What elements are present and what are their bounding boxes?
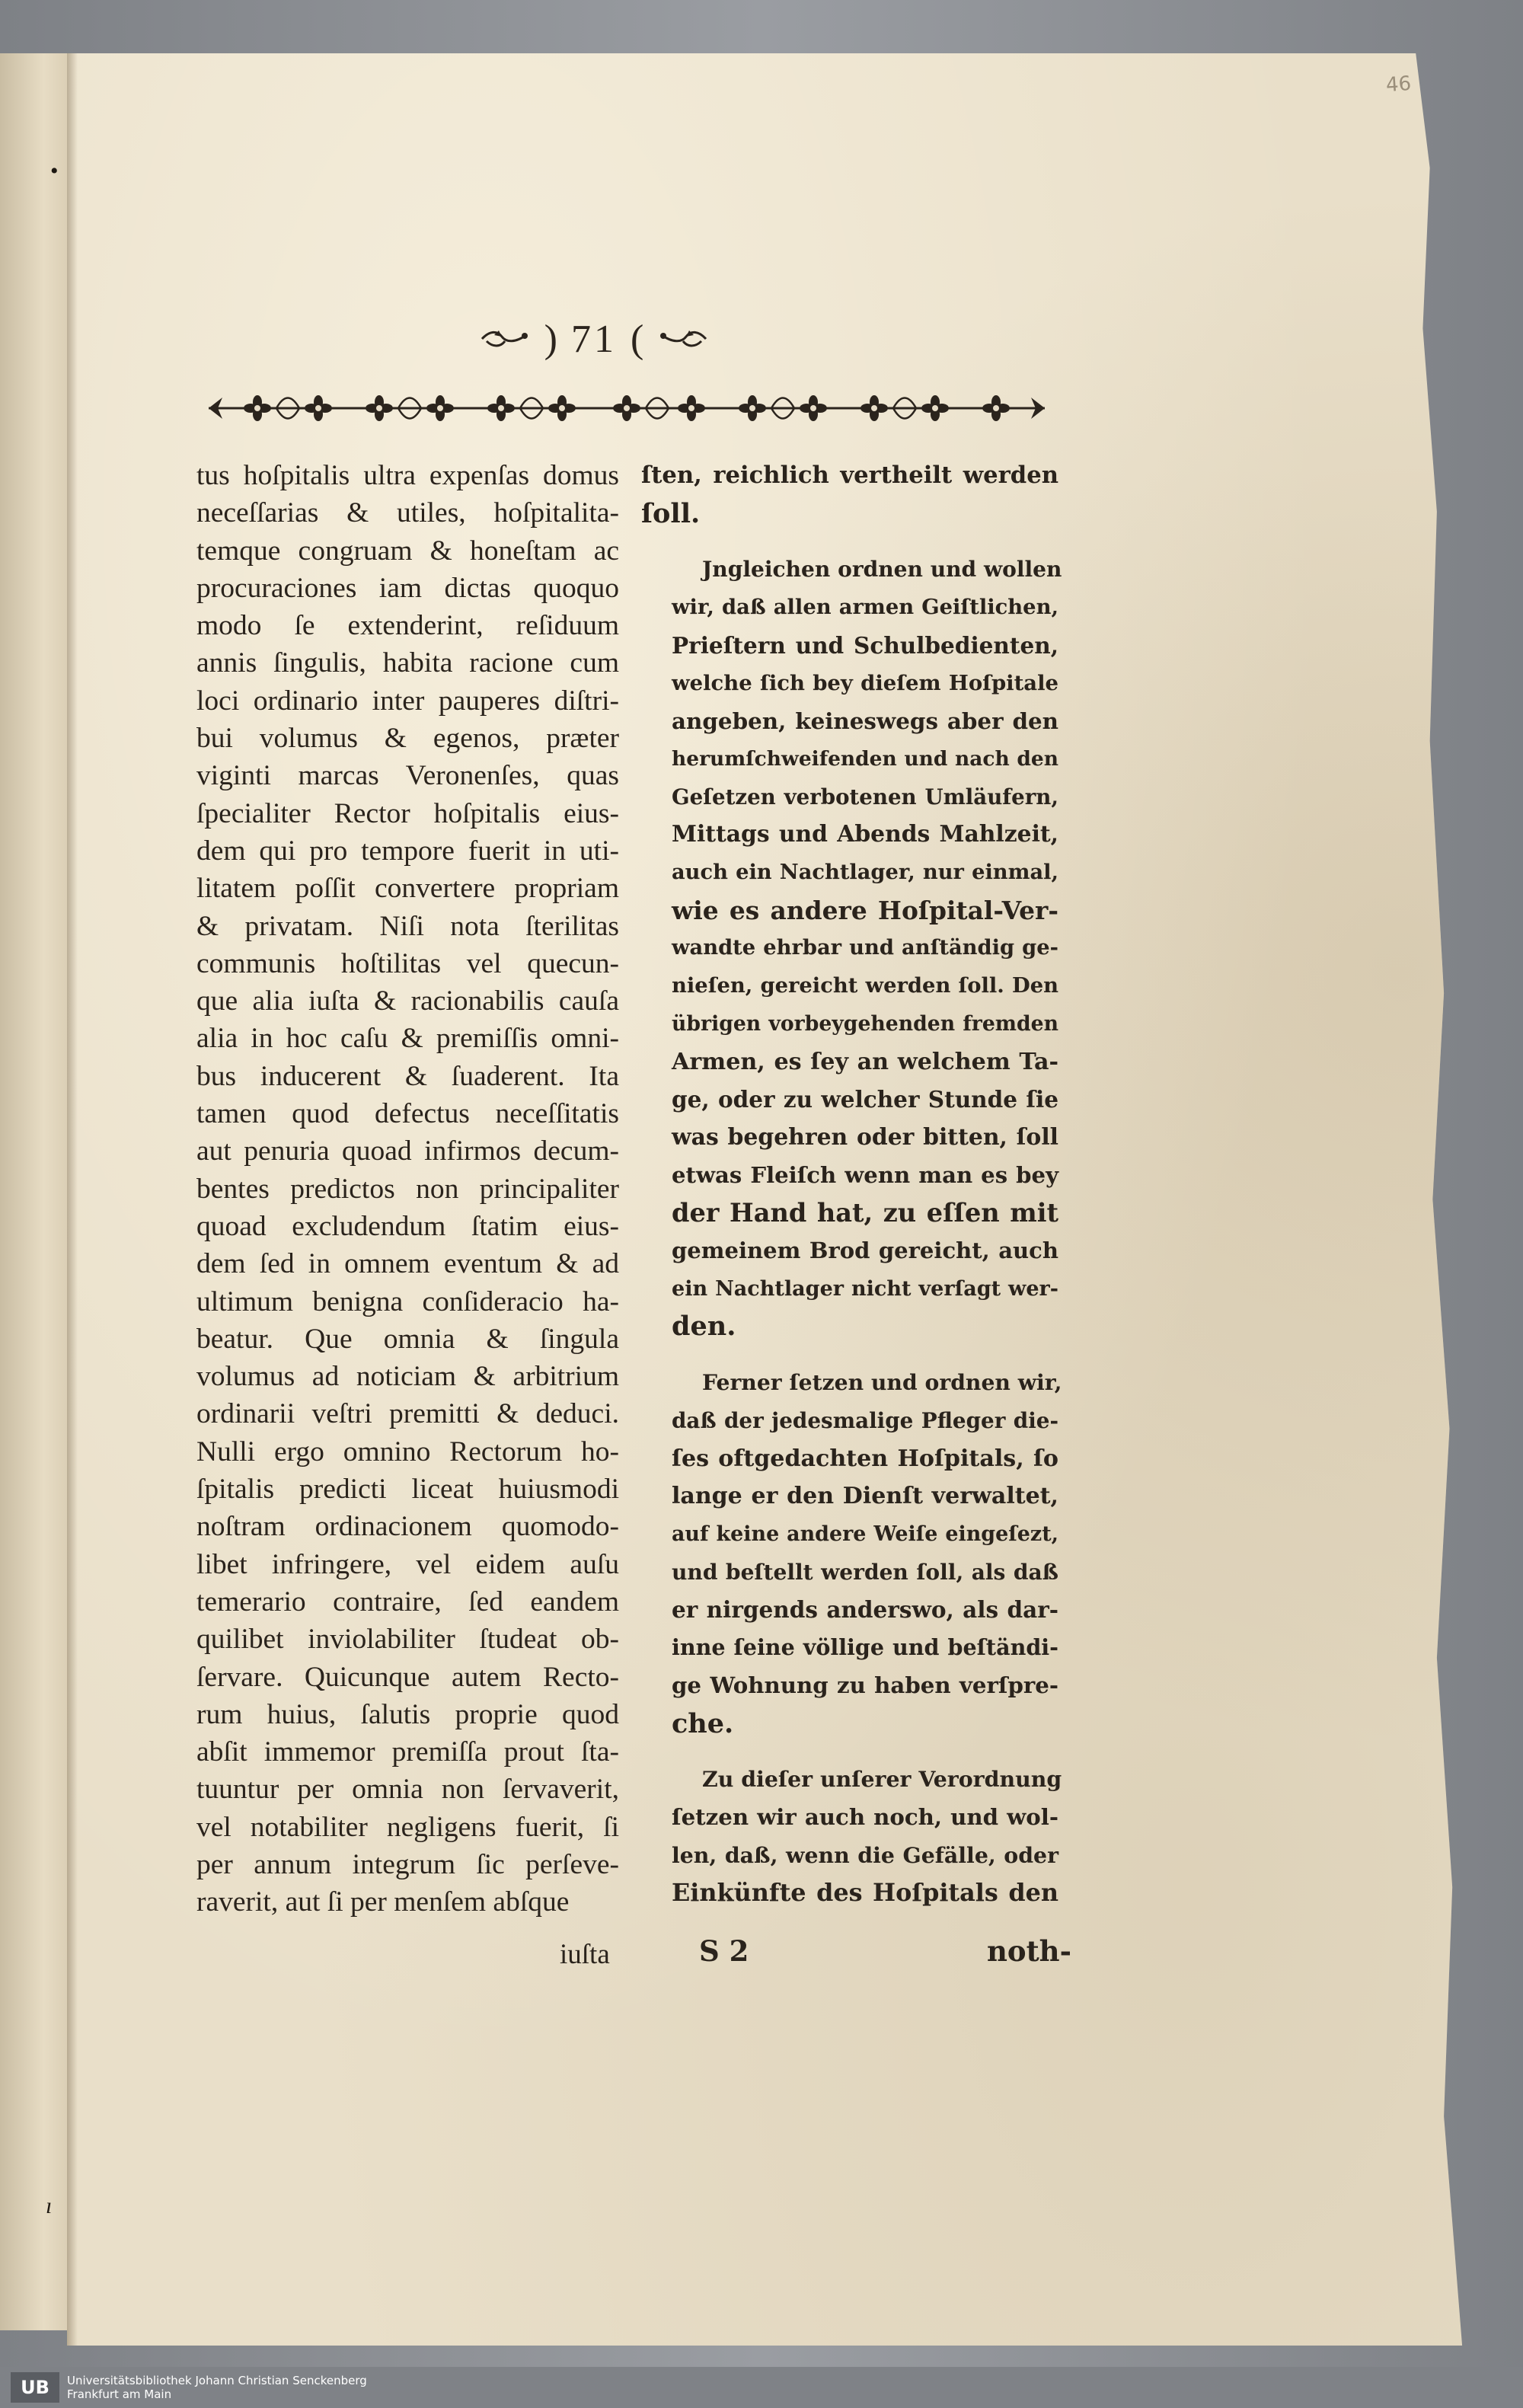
decorative-ornament-band: [204, 388, 1049, 428]
german-line: etwas Fleiſch wenn man es bey: [672, 1161, 1058, 1188]
latin-line: procuraciones iam dictas quoquo: [196, 572, 619, 604]
latin-line: dem ſed in omnem eventum & ad: [196, 1248, 619, 1280]
latin-line: aut penuria quoad infirmos decum-: [196, 1135, 619, 1167]
german-line: was begehren oder bitten, ſoll: [672, 1123, 1058, 1151]
german-line: Geſetzen verbotenen Umläufern,: [672, 784, 1058, 810]
latin-line: loci ordinario inter pauperes diſtri-: [196, 685, 619, 717]
latin-line: libet infringere, vel eidem auſu: [196, 1548, 619, 1580]
latin-line: temque congruam & honeſtam ac: [196, 535, 619, 567]
german-line: wir, daß allen armen Geiſtlichen,: [672, 595, 1058, 620]
latin-line: alia in hoc caſu & premiſſis omni-: [196, 1023, 619, 1055]
latin-paragraph: [196, 457, 619, 1921]
latin-line: per annum integrum ſic perſeve-: [196, 1848, 619, 1880]
german-paragraphs: [641, 457, 1062, 1912]
german-line: ſten, reichlich vertheilt werden: [641, 461, 1058, 489]
right-fleuron-icon: [657, 326, 709, 352]
latin-line: modo ſe extenderint, reſiduum: [196, 610, 619, 642]
latin-line: temerario contraire, ſed eandem: [196, 1586, 619, 1618]
german-line: ein Nachtlager nicht verſagt wer-: [672, 1276, 1058, 1301]
german-line: ſes oftgedachten Hoſpitals, ſo: [672, 1445, 1058, 1472]
german-line: angeben, keineswegs aber den: [672, 707, 1058, 735]
german-line: ge Wohnung zu haben verſpre-: [672, 1672, 1058, 1698]
latin-line: & privatam. Niſi nota ſterilitas: [196, 910, 619, 942]
latin-line: annis ſingulis, habita racione cum: [196, 647, 619, 679]
left-bracket: ): [544, 317, 557, 361]
latin-line: ultimum benigna conſideracio ha-: [196, 1285, 619, 1317]
german-line: inne ſeine völlige und beſtändi-: [672, 1634, 1058, 1661]
page-number: 71: [571, 317, 617, 361]
german-line: che.: [672, 1707, 734, 1739]
german-line: wie es andere Hoſpital-Ver-: [672, 895, 1058, 925]
latin-line: communis hoſtilitas vel quecun-: [196, 947, 619, 979]
german-line: welche ſich bey dieſem Hoſpitale: [672, 670, 1058, 695]
german-paragraph: [641, 1364, 1062, 1742]
german-line: ge, oder zu welcher Stunde ſie: [672, 1086, 1058, 1113]
latin-line: bui volumus & egenos, præter: [196, 723, 619, 755]
german-line: ſoll.: [641, 497, 701, 529]
german-line: Mittags und Abends Mahlzeit,: [672, 821, 1058, 848]
latin-line: dem qui pro tempore fuerit in uti-: [196, 835, 619, 867]
ub-logo: UB: [11, 2372, 59, 2403]
german-line: Ferner ſetzen und ordnen wir,: [702, 1370, 1062, 1396]
german-line: und beſtellt werden ſoll, als daß: [672, 1559, 1058, 1585]
latin-line: bus inducerent & ſuaderent. Ita: [196, 1060, 619, 1092]
footer-institution: Universitätsbibliothek Johann Christian Senckenberg: [67, 2374, 367, 2387]
german-line: der Hand hat, zu eſſen mit: [672, 1197, 1058, 1228]
latin-line: ſpitalis predicti liceat huiusmodi: [196, 1474, 619, 1506]
german-paragraph: [641, 1761, 1062, 1912]
german-line: nieſen, gereicht werden ſoll. Den: [672, 973, 1058, 998]
latin-line: Nulli ergo omnino Rectorum ho-: [196, 1436, 619, 1467]
german-line: gemeinem Brod gereicht, auch: [672, 1238, 1058, 1264]
latin-line: abſit immemor premiſſa prout ſta-: [196, 1736, 619, 1768]
german-line: wandte ehrbar und anſtändig ge-: [672, 935, 1058, 960]
latin-line: ſpecialiter Rector hoſpitalis eius-: [196, 797, 619, 829]
latin-line: quilibet inviolabiliter ſtudeat ob-: [196, 1624, 619, 1656]
german-line: auch ein Nachtlager, nur einmal,: [672, 860, 1058, 885]
german-line: den.: [672, 1311, 736, 1343]
latin-line: tuuntur per omnia non ſervaverit,: [196, 1774, 619, 1806]
german-line: auf keine andere Weiſe eingeſezt,: [672, 1522, 1058, 1546]
german-line: Zu dieſer unſerer Verordnung: [702, 1766, 1062, 1793]
footer-bar: [0, 2367, 1523, 2408]
footer-credit: [67, 2374, 367, 2401]
latin-line: rum huius, ſalutis proprie quod: [196, 1698, 619, 1730]
german-line: ſetzen wir auch noch, und wol-: [672, 1803, 1058, 1830]
latin-line: ordinarii veſtri premitti & deduci.: [196, 1398, 619, 1430]
german-line: Jngleichen ordnen und wollen: [702, 557, 1062, 583]
latin-line: tamen quod defectus neceſſitatis: [196, 1098, 619, 1130]
german-line: daß der jedesmalige Pfleger die-: [672, 1407, 1058, 1433]
german-line: übrigen vorbeygehenden fremden: [672, 1011, 1058, 1036]
latin-line: neceſſarias & utiles, hoſpitalita-: [196, 497, 619, 529]
latin-line: beatur. Que omnia & ſingula: [196, 1323, 619, 1355]
stray-dot-mark: •: [50, 158, 59, 184]
left-fleuron-icon: [479, 326, 531, 352]
german-line: lange er den Dienſt verwaltet,: [672, 1483, 1058, 1510]
signature-mark: S 2: [699, 1934, 749, 1968]
german-paragraph: [641, 457, 1058, 532]
latin-line: raverit, aut ſi per menſem abſque: [196, 1886, 570, 1918]
facing-page-edge: [0, 53, 75, 2330]
latin-line: bentes predictos non principaliter: [196, 1173, 619, 1205]
latin-catchword: iuſta: [560, 1939, 610, 1970]
latin-line: litatem poſſit convertere propriam: [196, 873, 619, 905]
pencil-folio-number: 46: [1384, 72, 1413, 97]
latin-line: que alia iuſta & racionabilis cauſa: [196, 985, 619, 1017]
german-line: len, daß, wenn die Gefälle, oder: [672, 1841, 1058, 1868]
latin-line: ſervare. Quicunque autem Recto-: [196, 1661, 619, 1693]
latin-text-column: [196, 457, 619, 1980]
page-header: [426, 312, 762, 366]
latin-line: quoad excludendum ſtatim eius-: [196, 1210, 619, 1242]
page-gutter-shadow: [67, 53, 78, 2346]
latin-line: noſtram ordinacionem quomodo-: [196, 1511, 619, 1543]
german-catchword: noth-: [987, 1934, 1071, 1968]
german-line: Armen, es ſey an welchem Ta-: [672, 1048, 1058, 1075]
right-bracket: (: [631, 317, 644, 361]
german-line: er nirgends anderswo, als dar-: [672, 1596, 1058, 1624]
latin-line: volumus ad noticiam & arbitrium: [196, 1361, 619, 1393]
german-paragraph: [641, 551, 1062, 1346]
german-line: Einkünfte des Hoſpitals den: [672, 1878, 1058, 1908]
footer-city: Frankfurt am Main: [67, 2387, 172, 2401]
german-line: Prieſtern und Schulbedienten,: [672, 631, 1058, 659]
german-text-column: [641, 457, 1062, 1980]
stray-ink-mark: ı: [46, 2193, 53, 2218]
german-line: herumſchweifenden und nach den: [672, 746, 1058, 771]
latin-line: vel notabiliter negligens fuerit, ſi: [196, 1811, 619, 1843]
latin-line: viginti marcas Veronenſes, quas: [196, 760, 619, 792]
latin-line: tus hoſpitalis ultra expenſas domus: [196, 460, 619, 491]
